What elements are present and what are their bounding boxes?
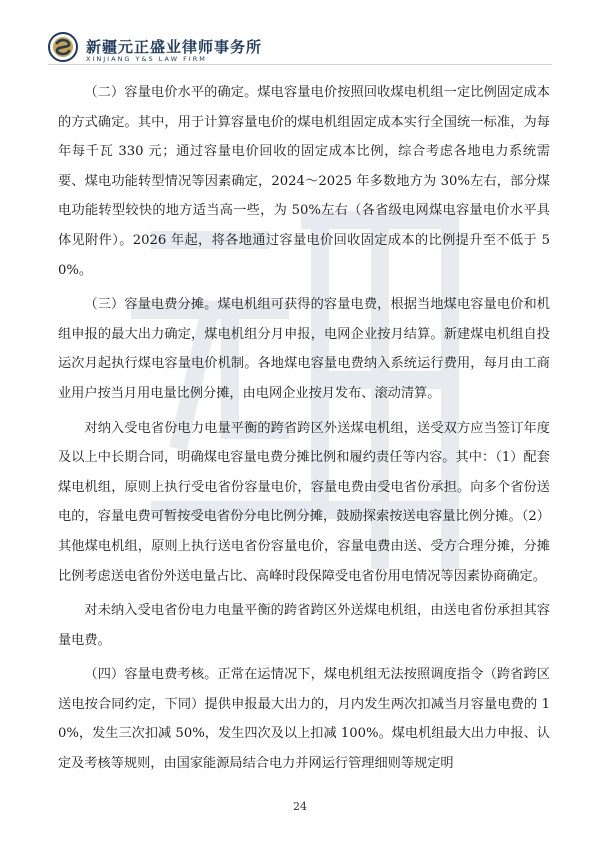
firm-name-en: XINJIANG Y&S LAW FIRM — [86, 55, 207, 63]
paragraph-capacity-fee-allocation: （三）容量电费分摊。煤电机组可获得的容量电费，根据当地煤电容量电价和机组申报的最大出力确定，煤电机组分月申报，电网企业按月结算。新建煤电机组自投运次月起执行煤电容量电价机制。各地煤电容量电费纳入系统运行费用，每月由工商业用户按当月用电量比例分摊，由电网企业按月发布、滚动清算。 — [58, 297, 550, 401]
firm-name-cn: 新疆元正盛业律师事务所 — [86, 38, 263, 56]
paragraph-unincluded-units: 对未纳入受电省份电力电量平衡的跨省跨区外送煤电机组，由送电省份承担其容量电费。 — [58, 603, 550, 648]
paragraph-capacity-price-level: （二）容量电价水平的确定。煤电容量电价按照回收煤电机组一定比例固定成本的方式确定。其中，用于计算容量电价的煤电机组固定成本实行全国统一标准，为每年每千瓦 330 元；通过容量电价回收的固定成本比例，综合考虑各地电力系统需要、煤电功能转型情况等因素确定，2024～2025 年多数地方为 30%左右，部分煤电功能转型较快的地方适当高一些，为 50%左右（各省级电网煤电容量电价水平具体见附件）。2026 年起，将各地通过容量电价回收固定成本的比例提升至不低于 50%。 — [58, 85, 550, 278]
paragraph-cross-province-units: 对纳入受电省份电力电量平衡的跨省跨区外送煤电机组，送受双方应当签订年度及以上中长期合同，明确煤电容量电费分摊比例和履约责任等内容。其中：（1）配套煤电机组，原则上执行受电省份容量电价，容量电费由受电省份承担。向多个省份送电的，容量电费可暂按受电省份分电比例分摊，鼓励探索按送电容量比例分摊。（2）其他煤电机组，原则上执行送电省份容量电价，容量电费由送、受方合理分摊，分摊比例考虑送电省份外送电量占比、高峰时段保障受电省份用电情况等因素协商确定。 — [58, 420, 550, 584]
firm-logo-icon — [48, 32, 78, 62]
paragraph-capacity-fee-assessment: （四）容量电费考核。正常在运情况下，煤电机组无法按照调度指令（跨省跨区送电按合同约定，下同）提供申报最大出力的，月内发生两次扣减当月容量电费的 10%，发生三次扣减 50%，发生四次及以上扣减 100%。煤电机组最大出力申报、认定及考核等规则，由国家能源局结合电力并网运行管理细则等规定明 — [58, 667, 550, 772]
document-body — [58, 78, 550, 784]
page-number: 24 — [293, 800, 307, 813]
header-divider — [48, 64, 552, 65]
